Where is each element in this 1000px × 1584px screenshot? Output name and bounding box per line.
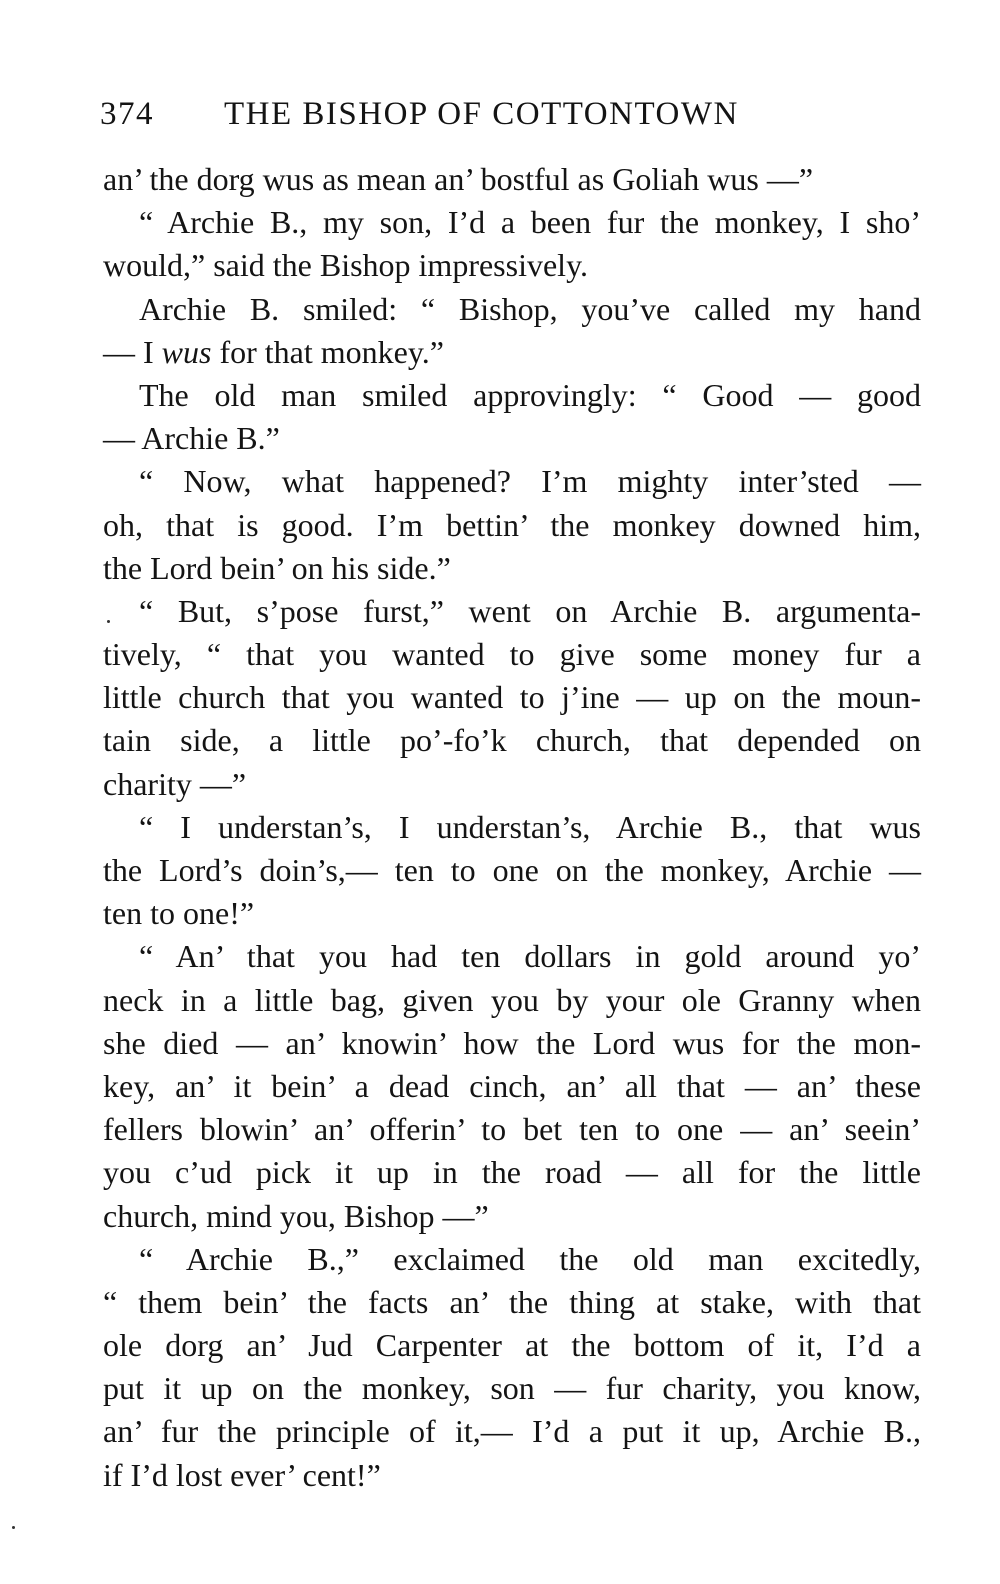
ink-speck [107,620,110,623]
text-line: “ them bein’ the facts an’ the thing at stake, with that [103,1283,921,1320]
text-line: the Lord bein’ on his side.” [103,549,451,586]
page-header [100,96,820,136]
text-line: — Archie B.” [103,420,280,457]
text-line: you c’ud pick it up in the road — all for the little [103,1154,921,1191]
text-line: an’ the dorg wus as mean an’ bostful as Goliah wus —” [103,161,814,197]
text-line: The old man smiled approvingly: “ Good — good [139,376,921,413]
text-line: an’ fur the principle of it,— I’d a put it up, Archie B., [103,1413,921,1450]
ink-speck [12,1526,15,1529]
text-line: tively, “ that you wanted to give some money fur a [103,636,921,673]
text-line: church, mind you, Bishop —” [103,1197,489,1234]
text-line: “ I understan’s, I understan’s, Archie B., that wus [139,808,921,845]
text-line: “ Archie B.,” exclaimed the old man excitedly, [139,1240,921,1277]
text-line: “ Archie B., my son, I’d a been fur the monkey, I sho’ [139,204,921,241]
text-line: tain side, a little po’-fo’k church, that depended on [103,722,921,759]
text-line: would,” said the Bishop impressively. [103,247,588,284]
text-line: little church that you wanted to j’ine — up on the moun- [103,679,921,716]
text-line: “ Now, what happened? I’m mighty inter’sted — [139,463,921,500]
text-line: Archie B. smiled: “ Bishop, you’ve called my hand [139,290,921,327]
text-line: she died — an’ knowin’ how the Lord wus for the mon- [103,1024,921,1061]
text-line: oh, that is good. I’m bettin’ the monkey downed him, [103,506,921,543]
text-line: neck in a little bag, given you by your ole Granny when [103,981,921,1018]
text-line: “ An’ that you had ten dollars in gold around yo’ [139,938,921,975]
text-line: fellers blowin’ an’ offerin’ to bet ten to one — an’ seein’ [103,1111,921,1148]
text-line: put it up on the monkey, son — fur charity, you know, [103,1370,921,1407]
text-line: — I wus for that monkey.” [103,333,444,370]
text-line: “ But, s’pose furst,” went on Archie B. argumenta- [139,592,921,629]
text-line: the Lord’s doin’s,— ten to one on the monkey, Archie — [103,852,921,888]
page-number: 374 [100,96,154,132]
text-line: if I’d lost ever’ cent!” [103,1456,381,1493]
body-text [103,158,921,1497]
running-title: THE BISHOP OF COTTONTOWN [224,96,739,132]
text-line: ole dorg an’ Jud Carpenter at the bottom of it, I’d a [103,1327,921,1364]
text-line: ten to one!” [103,895,255,932]
text-line: charity —” [103,765,247,802]
text-line: key, an’ it bein’ a dead cinch, an’ all that — an’ these [103,1067,921,1104]
